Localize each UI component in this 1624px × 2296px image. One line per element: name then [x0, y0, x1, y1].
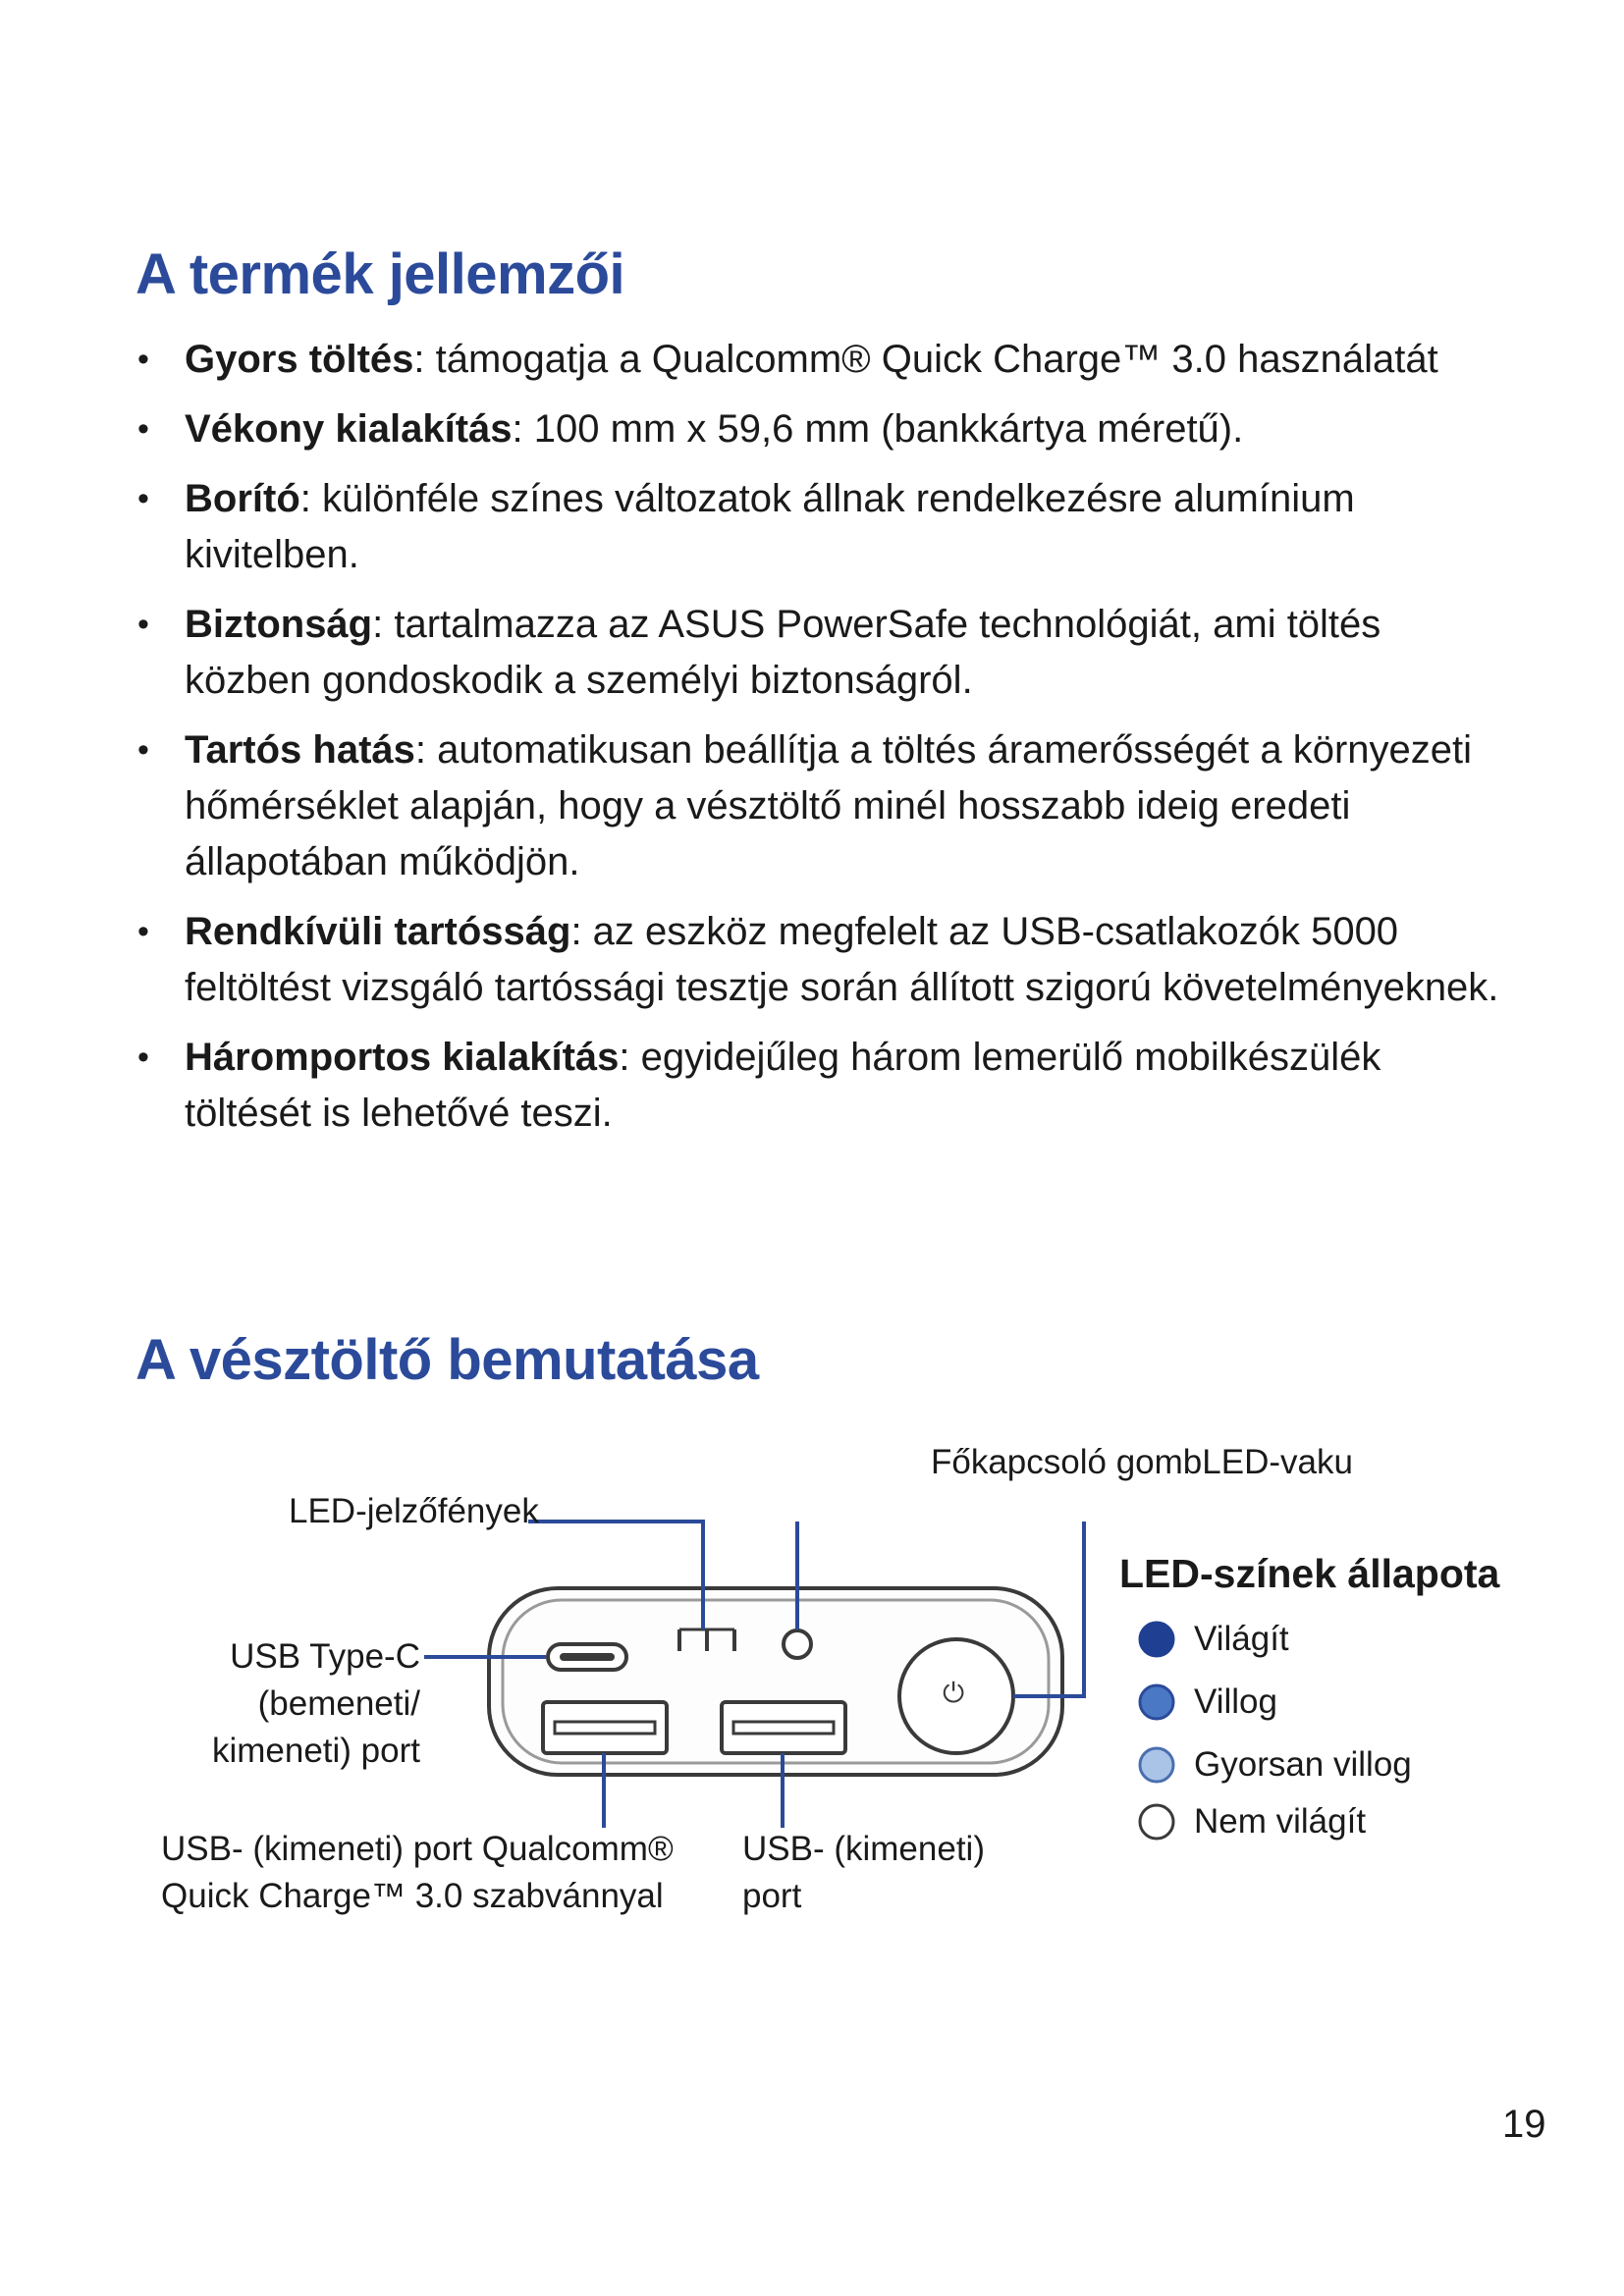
usb-a-port-qc-tongue [555, 1722, 655, 1734]
feature-text: : 100 mm x 59,6 mm (bankkártya méretű). [512, 407, 1244, 451]
legend-label: Gyorsan villog [1194, 1745, 1412, 1784]
feature-item [137, 722, 1512, 890]
usb-c-port-tongue [560, 1653, 615, 1661]
feature-text: : egyidejűleg három lemerülő mobilkészülék töltését is lehetővé teszi. [185, 1036, 1381, 1135]
feature-term: Rendkívüli tartósság [185, 910, 571, 953]
led-fast-blink-icon [1137, 1745, 1176, 1785]
feature-text: : támogatja a Qualcomm® Quick Charge™ 3.0 használatát [413, 338, 1438, 381]
feature-item [137, 597, 1512, 709]
feature-item [137, 332, 1512, 388]
bullet: • [137, 480, 149, 517]
usb-a-port-tongue [733, 1722, 834, 1734]
label-usb-c-line3: kimeneti) port [211, 1732, 420, 1770]
section-title-overview: A vésztöltő bemutatása [135, 1328, 759, 1392]
feature-item [137, 401, 1512, 457]
section-title-features: A termék jellemzői [135, 242, 625, 306]
bullet: • [137, 410, 149, 448]
feature-item [137, 904, 1512, 1016]
bullet: • [137, 1039, 149, 1076]
label-usb-qc-line2: Quick Charge™ 3.0 szabvánnyal [161, 1877, 664, 1915]
bullet: • [137, 731, 149, 769]
feature-term: Tartós hatás [185, 728, 415, 772]
led-off-icon [1137, 1802, 1176, 1842]
feature-item [137, 1030, 1512, 1142]
label-usb-c-line2: (bemeneti/ [257, 1684, 420, 1723]
feature-term: Gyors töltés [185, 338, 414, 381]
label-usb-out-line1: USB- (kimeneti) [742, 1830, 985, 1868]
feature-item [137, 471, 1512, 583]
feature-text: : automatikusan beállítja a töltés áramerősségét a környezeti hőmérséklet alapján, hogy a vésztöltő minél hosszabb ideig eredeti állapotában működjön. [185, 728, 1473, 883]
led-on-icon [1137, 1620, 1176, 1659]
led-flash [784, 1630, 811, 1658]
led-blink-icon [1137, 1682, 1176, 1722]
feature-text: : az eszköz megfelelt az USB-csatlakozók 5000 feltöltést vizsgáló tartóssági tesztje során állított szigorú követelményeknek. [185, 910, 1499, 1009]
feature-text: : tartalmazza az ASUS PowerSafe technológiát, ami töltés közben gondoskodik a személyi biztonságról. [185, 603, 1381, 702]
label-usb-out-line2: port [742, 1877, 802, 1915]
label-usb-c-line1: USB Type-C [230, 1637, 420, 1676]
legend-title: LED-színek állapota [1119, 1551, 1500, 1596]
legend-label: Világít [1194, 1620, 1289, 1658]
label-led-indicators: LED-jelzőfények [289, 1492, 539, 1530]
feature-text: : különféle színes változatok állnak rendelkezésre alumínium kivitelben. [185, 477, 1355, 576]
feature-term: Vékony kialakítás [185, 407, 513, 451]
feature-term: Háromportos kialakítás [185, 1036, 620, 1079]
page-number: 19 [1502, 2103, 1546, 2146]
bullet: • [137, 606, 149, 643]
label-power-flash: Főkapcsoló gombLED-vaku [931, 1443, 1353, 1481]
power-symbol: ⏻ [943, 1677, 965, 1709]
bullet: • [137, 341, 149, 378]
legend-label: Nem világít [1194, 1802, 1367, 1841]
label-usb-qc-line1: USB- (kimeneti) port Qualcomm® [161, 1830, 674, 1868]
feature-term: Biztonság [185, 603, 373, 646]
powerbank-diagram [0, 1443, 1624, 1973]
feature-list [137, 332, 1512, 1155]
bullet: • [137, 913, 149, 950]
feature-term: Borító [185, 477, 300, 520]
legend-label: Villog [1194, 1682, 1277, 1721]
